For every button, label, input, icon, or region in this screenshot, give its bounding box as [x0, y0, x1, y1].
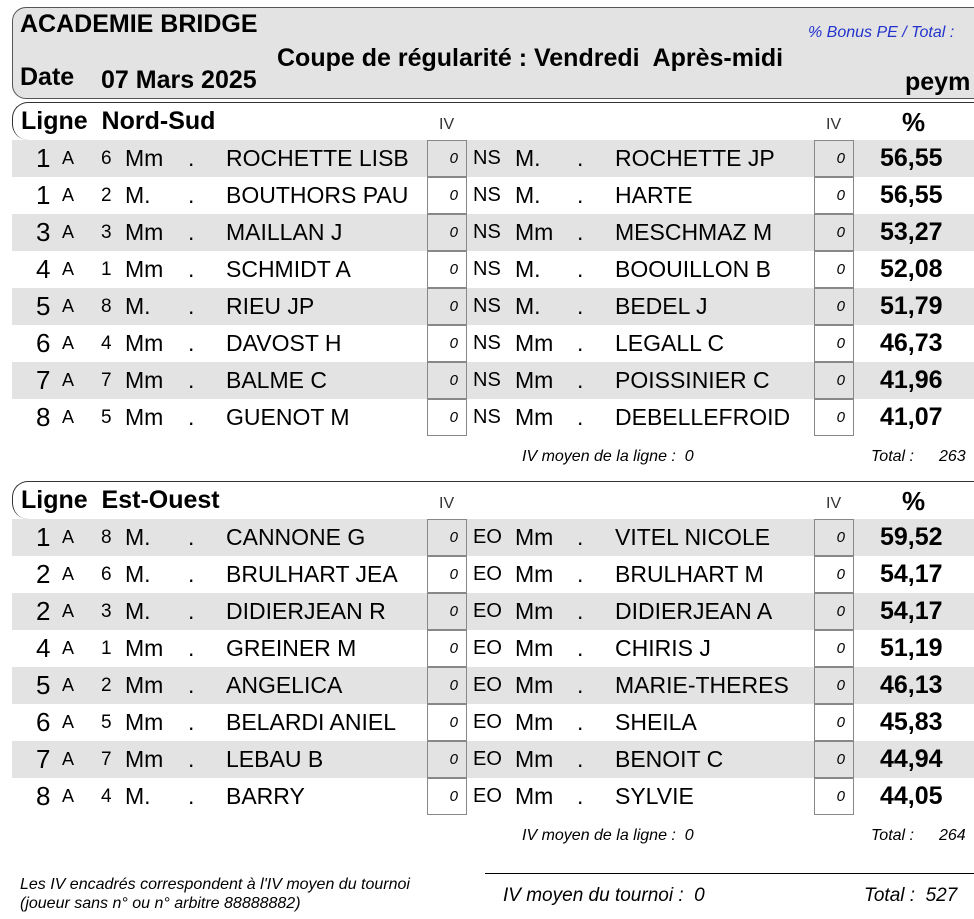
player1-title: Mm	[125, 746, 164, 772]
percentage: 44,05	[880, 782, 943, 810]
player1-iv-box: 0	[427, 741, 467, 778]
player1-iv-box: 0	[427, 399, 467, 436]
player2-iv-box: 0	[814, 630, 854, 667]
group: A	[62, 407, 75, 427]
player1-dot: .	[188, 330, 195, 356]
player2-iv-box: 0	[814, 399, 854, 436]
direction: NS	[473, 332, 501, 354]
player2-name: BEDEL J	[615, 293, 708, 319]
percentage: 45,83	[880, 708, 943, 736]
group: A	[62, 296, 75, 316]
player2-iv-box: 0	[814, 140, 854, 177]
player2-dot: .	[577, 256, 584, 282]
direction: NS	[473, 258, 501, 280]
player2-name: POISSINIER C	[615, 367, 770, 393]
rank: 1	[36, 522, 51, 552]
player2-iv-box: 0	[814, 667, 854, 704]
user-fragment: peym	[905, 68, 971, 96]
player2-dot: .	[577, 598, 584, 624]
bonus-label: % Bonus PE / Total :	[808, 24, 955, 41]
rank: 6	[36, 707, 51, 737]
group: A	[62, 370, 75, 390]
group: A	[62, 148, 75, 168]
player1-title: M.	[125, 182, 151, 208]
player1-iv-box: 0	[427, 325, 467, 362]
result-row	[12, 667, 974, 704]
player1-title: Mm	[125, 256, 164, 282]
table-number: 5	[101, 712, 112, 733]
percentage: 46,73	[880, 329, 943, 357]
table-number: 8	[101, 296, 112, 317]
player1-dot: .	[188, 635, 195, 661]
player1-iv-box: 0	[427, 630, 467, 667]
player2-dot: .	[577, 293, 584, 319]
player1-title: M.	[125, 293, 151, 319]
player2-iv-box: 0	[814, 251, 854, 288]
direction: EO	[473, 600, 502, 622]
player1-dot: .	[188, 219, 195, 245]
player1-iv-box: 0	[427, 519, 467, 556]
section-title: Ligne Nord-Sud	[21, 107, 216, 135]
result-row	[12, 399, 974, 436]
player2-dot: .	[577, 746, 584, 772]
player1-name: DAVOST H	[226, 330, 342, 356]
line-total-value: 263	[939, 448, 966, 465]
player2-title: Mm	[515, 635, 554, 661]
player1-iv-box: 0	[427, 288, 467, 325]
player1-iv-box: 0	[427, 177, 467, 214]
percent-col-header: %	[902, 486, 926, 516]
result-row	[12, 778, 974, 815]
iv-col-header-1: IV	[439, 495, 455, 512]
group: A	[62, 638, 75, 658]
player2-dot: .	[577, 709, 584, 735]
result-row	[12, 556, 974, 593]
section-title: Ligne Est-Ouest	[21, 486, 220, 514]
player1-dot: .	[188, 404, 195, 430]
group: A	[62, 564, 75, 584]
direction: NS	[473, 147, 501, 169]
tournament-total: Total : 527	[864, 885, 958, 906]
percentage: 51,19	[880, 634, 943, 662]
direction: NS	[473, 184, 501, 206]
player1-iv-box: 0	[427, 593, 467, 630]
percentage: 54,17	[880, 597, 943, 625]
player1-name: BELARDI ANIEL	[226, 709, 397, 735]
player1-title: Mm	[125, 145, 164, 171]
player1-name: LEBAU B	[226, 746, 324, 772]
player2-dot: .	[577, 672, 584, 698]
player1-name: SCHMIDT A	[226, 256, 351, 282]
result-row	[12, 362, 974, 399]
player2-dot: .	[577, 330, 584, 356]
rank: 2	[36, 596, 51, 626]
rank: 7	[36, 365, 51, 395]
percentage: 56,55	[880, 181, 943, 209]
group: A	[62, 712, 75, 732]
player2-name: DIDIERJEAN A	[615, 598, 773, 624]
table-number: 6	[101, 564, 112, 585]
player1-title: M.	[125, 783, 151, 809]
player2-iv-box: 0	[814, 593, 854, 630]
rank: 2	[36, 559, 51, 589]
player2-name: ROCHETTE JP	[615, 145, 775, 171]
player1-name: BALME C	[226, 367, 327, 393]
table-number: 1	[101, 259, 112, 280]
group: A	[62, 185, 75, 205]
player2-name: CHIRIS J	[615, 635, 711, 661]
player1-dot: .	[188, 672, 195, 698]
result-row	[12, 704, 974, 741]
table-number: 3	[101, 222, 112, 243]
player2-name: BRULHART M	[615, 561, 764, 587]
percent-col-header: %	[902, 107, 926, 137]
player1-title: Mm	[125, 709, 164, 735]
player1-dot: .	[188, 709, 195, 735]
player2-name: BOOUILLON B	[615, 256, 771, 282]
tournament-avg-iv: IV moyen du tournoi : 0	[503, 885, 705, 906]
rank: 1	[36, 180, 51, 210]
percentage: 41,07	[880, 403, 943, 431]
player1-iv-box: 0	[427, 778, 467, 815]
percentage: 53,27	[880, 218, 943, 246]
table-number: 2	[101, 185, 112, 206]
result-row	[12, 325, 974, 362]
player1-name: GREINER M	[226, 635, 357, 661]
direction: EO	[473, 748, 502, 770]
direction: EO	[473, 563, 502, 585]
percentage: 44,94	[880, 745, 943, 773]
result-row	[12, 288, 974, 325]
player2-title: Mm	[515, 404, 554, 430]
player2-dot: .	[577, 182, 584, 208]
player1-dot: .	[188, 256, 195, 282]
player1-dot: .	[188, 598, 195, 624]
rank: 4	[36, 633, 51, 663]
iv-col-header-1: IV	[439, 116, 455, 133]
percentage: 41,96	[880, 366, 943, 394]
line-avg-iv: IV moyen de la ligne : 0	[522, 827, 694, 844]
player2-dot: .	[577, 145, 584, 171]
table-number: 7	[101, 370, 112, 391]
player1-iv-box: 0	[427, 704, 467, 741]
player2-title: Mm	[515, 709, 554, 735]
result-row	[12, 177, 974, 214]
group: A	[62, 675, 75, 695]
player1-dot: .	[188, 182, 195, 208]
table-number: 3	[101, 601, 112, 622]
line-total-label: Total :	[871, 448, 914, 465]
table-number: 5	[101, 407, 112, 428]
player2-title: Mm	[515, 219, 554, 245]
player1-dot: .	[188, 145, 195, 171]
line-total-label: Total :	[871, 827, 914, 844]
rank: 3	[36, 217, 51, 247]
player1-iv-box: 0	[427, 362, 467, 399]
rank: 8	[36, 402, 51, 432]
direction: EO	[473, 785, 502, 807]
direction: NS	[473, 406, 501, 428]
date-label: Date	[20, 63, 75, 91]
direction: NS	[473, 369, 501, 391]
direction: NS	[473, 295, 501, 317]
player1-title: M.	[125, 598, 151, 624]
iv-col-header-2: IV	[826, 495, 842, 512]
player2-name: VITEL NICOLE	[615, 524, 771, 550]
player1-iv-box: 0	[427, 556, 467, 593]
player1-name: RIEU JP	[226, 293, 315, 319]
player1-name: BARRY	[226, 783, 305, 809]
rank: 6	[36, 328, 51, 358]
player2-title: M.	[515, 182, 541, 208]
player2-dot: .	[577, 635, 584, 661]
percentage: 59,52	[880, 523, 943, 551]
direction: EO	[473, 526, 502, 548]
result-row	[12, 519, 974, 556]
group: A	[62, 601, 75, 621]
player2-name: SHEILA	[615, 709, 697, 735]
player1-title: Mm	[125, 672, 164, 698]
player2-iv-box: 0	[814, 741, 854, 778]
player2-title: Mm	[515, 330, 554, 356]
player2-title: M.	[515, 256, 541, 282]
player2-iv-box: 0	[814, 325, 854, 362]
player1-iv-box: 0	[427, 140, 467, 177]
date-value: 07 Mars 2025	[101, 66, 257, 94]
player2-iv-box: 0	[814, 288, 854, 325]
player1-name: ANGELICA	[226, 672, 343, 698]
player1-title: Mm	[125, 330, 164, 356]
player2-name: DEBELLEFROID	[615, 404, 791, 430]
table-number: 4	[101, 333, 112, 354]
iv-col-header-2: IV	[826, 116, 842, 133]
player1-name: ROCHETTE LISB	[226, 145, 409, 171]
player1-iv-box: 0	[427, 214, 467, 251]
result-row	[12, 741, 974, 778]
player1-title: M.	[125, 524, 151, 550]
player1-title: Mm	[125, 635, 164, 661]
percentage: 52,08	[880, 255, 943, 283]
rank: 4	[36, 254, 51, 284]
footer-note: Les IV encadrés correspondent à l'IV moyen du tournoi (joueur sans n° ou n° arbitre 88888882)	[20, 876, 410, 912]
player2-name: MESCHMAZ M	[615, 219, 773, 245]
player2-iv-box: 0	[814, 214, 854, 251]
player2-title: Mm	[515, 524, 554, 550]
player2-name: MARIE-THERES	[615, 672, 789, 698]
table-number: 2	[101, 675, 112, 696]
result-row	[12, 593, 974, 630]
player2-title: Mm	[515, 367, 554, 393]
direction: NS	[473, 221, 501, 243]
group: A	[62, 527, 75, 547]
player2-name: SYLVIE	[615, 783, 694, 809]
player2-dot: .	[577, 367, 584, 393]
player2-dot: .	[577, 524, 584, 550]
player1-iv-box: 0	[427, 251, 467, 288]
player1-title: Mm	[125, 404, 164, 430]
player2-title: Mm	[515, 598, 554, 624]
player1-name: CANNONE G	[226, 524, 366, 550]
player1-name: MAILLAN J	[226, 219, 343, 245]
player1-dot: .	[188, 524, 195, 550]
player2-iv-box: 0	[814, 778, 854, 815]
rank: 5	[36, 291, 51, 321]
player2-dot: .	[577, 404, 584, 430]
event-title: Coupe de régularité : Vendredi Après-midi	[277, 44, 784, 72]
player1-dot: .	[188, 783, 195, 809]
player2-iv-box: 0	[814, 519, 854, 556]
line-total-value: 264	[939, 827, 966, 844]
player2-title: M.	[515, 145, 541, 171]
group: A	[62, 259, 75, 279]
percentage: 51,79	[880, 292, 943, 320]
table-number: 8	[101, 527, 112, 548]
direction: EO	[473, 637, 502, 659]
table-number: 4	[101, 786, 112, 807]
group: A	[62, 749, 75, 769]
table-number: 7	[101, 749, 112, 770]
player2-iv-box: 0	[814, 704, 854, 741]
result-row	[12, 630, 974, 667]
player2-title: Mm	[515, 746, 554, 772]
player1-iv-box: 0	[427, 667, 467, 704]
rank: 1	[36, 143, 51, 173]
percentage: 46,13	[880, 671, 943, 699]
direction: EO	[473, 674, 502, 696]
table-number: 1	[101, 638, 112, 659]
player1-dot: .	[188, 293, 195, 319]
rank: 5	[36, 670, 51, 700]
line-avg-iv: IV moyen de la ligne : 0	[522, 448, 694, 465]
player1-name: BOUTHORS PAU	[226, 182, 409, 208]
rank: 8	[36, 781, 51, 811]
group: A	[62, 333, 75, 353]
result-row	[12, 140, 974, 177]
table-number: 6	[101, 148, 112, 169]
player2-iv-box: 0	[814, 556, 854, 593]
player1-name: BRULHART JEA	[226, 561, 398, 587]
club-name: ACADEMIE BRIDGE	[20, 10, 258, 38]
player2-name: BENOIT C	[615, 746, 724, 772]
player2-dot: .	[577, 561, 584, 587]
player2-title: M.	[515, 293, 541, 319]
result-row	[12, 214, 974, 251]
player1-title: Mm	[125, 367, 164, 393]
player2-iv-box: 0	[814, 177, 854, 214]
group: A	[62, 786, 75, 806]
player1-dot: .	[188, 746, 195, 772]
player2-dot: .	[577, 783, 584, 809]
player2-title: Mm	[515, 672, 554, 698]
player2-name: LEGALL C	[615, 330, 725, 356]
rank: 7	[36, 744, 51, 774]
player1-dot: .	[188, 561, 195, 587]
result-row	[12, 251, 974, 288]
player2-dot: .	[577, 219, 584, 245]
group: A	[62, 222, 75, 242]
player1-dot: .	[188, 367, 195, 393]
player2-title: Mm	[515, 783, 554, 809]
footer-divider	[485, 873, 974, 874]
direction: EO	[473, 711, 502, 733]
player2-name: HARTE	[615, 182, 693, 208]
percentage: 54,17	[880, 560, 943, 588]
player1-title: M.	[125, 561, 151, 587]
percentage: 56,55	[880, 144, 943, 172]
player2-iv-box: 0	[814, 362, 854, 399]
player1-name: GUENOT M	[226, 404, 350, 430]
player1-name: DIDIERJEAN R	[226, 598, 386, 624]
player1-title: Mm	[125, 219, 164, 245]
player2-title: Mm	[515, 561, 554, 587]
